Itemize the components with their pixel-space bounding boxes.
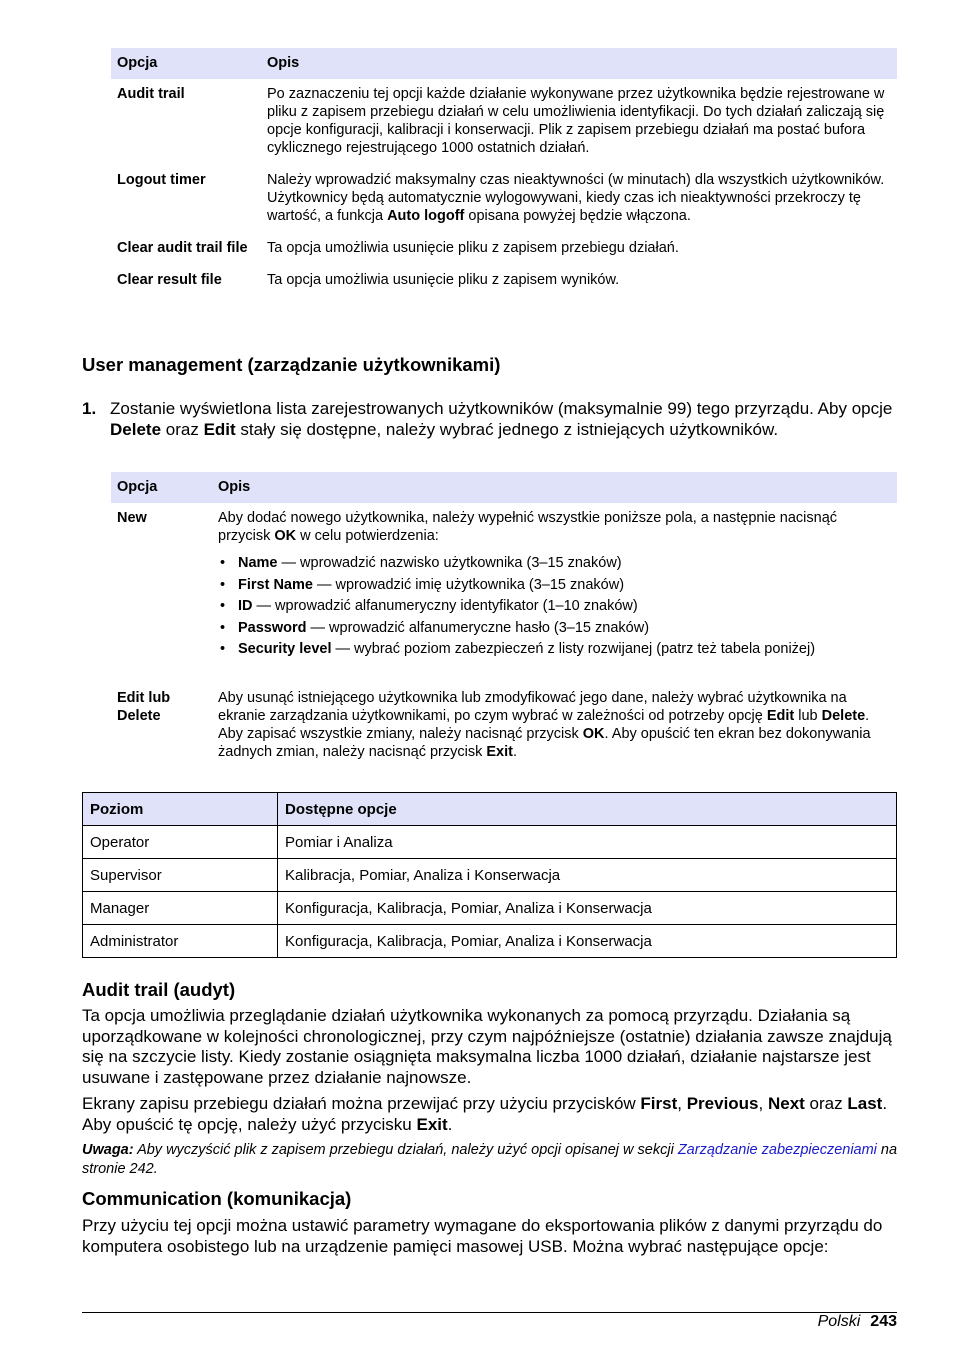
table-row [111, 503, 897, 683]
level-name: Supervisor [83, 859, 278, 892]
option-description: Ta opcja umożliwia usunięcie pliku z zapisem wyników. [267, 272, 620, 288]
note: Uwaga: Aby wyczyścić plik z zapisem przebiegu działań, należy użyć opcji opisanej w sekcji Zarządzanie zabezpieczeniami na stronie 242. [82, 1142, 898, 1177]
list-item: • Security level — wybrać poziom zabezpieczeń z listy rozwijanej (patrz też tabela poniżej) [218, 639, 891, 661]
auto-logoff-label: Auto logoff [387, 208, 465, 224]
header-description: Opis [261, 48, 897, 79]
option-name: Audit trail [117, 86, 185, 102]
option-name: Edit lub Delete [117, 689, 171, 724]
option-name: New [117, 510, 147, 526]
note-label: Uwaga: [82, 1142, 134, 1158]
table-row [111, 265, 897, 297]
audit-trail-paragraph-1: Ta opcja umożliwia przeglądanie działań użytkownika wykonanych za pomocą przyrządu. Działania są uporządkowane w kolejności chronologicznej, przy czym najpóźniejsze (ostatnie) działania zawsze znajdują się na szczycie listy. Kiedy zostanie osiągnięta maksymalna liczba 1000 działań, działanie najstarsze jest usuwane i zastępowane przez działanie najnowsze. [82, 1006, 892, 1087]
level-options: Pomiar i Analiza [278, 826, 897, 859]
level-name: Administrator [83, 925, 278, 958]
option-name: Clear result file [117, 272, 222, 288]
communication-paragraph: Przy użyciu tej opcji można ustawić parametry wymagane do eksportowania plików z danymi przyrządu do komputera osobistego lub na urządzenie pamięci masowej USB. Można wybrać następujące opcje: [82, 1216, 883, 1256]
table-row [111, 79, 897, 165]
table-header-row [111, 48, 897, 79]
header-option: Opcja [111, 472, 212, 503]
option-description: Po zaznaczeniu tej opcji każde działanie wykonywane przez użytkownika będzie rejestrowane w pliku z zapisem przebiegu działań w celu umożliwienia identyfikacji. Do tych działań zaliczają się opcje konfiguracji, kalibracji i konserwacji. Plik z zapisem przebiegu działań ma postać bufora cyklicznego rejestrującego 1000 ostatnich działań. [267, 86, 885, 156]
level-options: Kalibracja, Pomiar, Analiza i Konserwacja [278, 859, 897, 892]
header-description: Opis [212, 472, 897, 503]
list-item: • Password — wprowadzić alfanumeryczne hasło (3–15 znaków) [218, 618, 891, 640]
step-number: 1. [82, 399, 97, 418]
list-item: • First Name — wprowadzić imię użytkownika (3–15 znaków) [218, 575, 891, 597]
page-number: 243 [870, 1313, 897, 1330]
footer-divider [82, 1312, 897, 1313]
header-level: Poziom [83, 793, 278, 826]
list-item: • ID — wprowadzić alfanumeryczny identyfikator (1–10 znaków) [218, 596, 891, 618]
field-list [218, 553, 891, 661]
table-row [83, 826, 897, 859]
table-header-row [83, 793, 897, 826]
table-row [83, 925, 897, 958]
table-row [111, 165, 897, 233]
level-options: Konfiguracja, Kalibracja, Pomiar, Analiza i Konserwacja [278, 892, 897, 925]
table-row [83, 859, 897, 892]
header-option: Opcja [111, 48, 261, 79]
options-table-user-management [111, 472, 897, 769]
table-header-row [111, 472, 897, 503]
table-row [111, 683, 897, 769]
table-row [111, 233, 897, 265]
section-heading-user-management: User management (zarządzanie użytkownikami) [82, 354, 501, 375]
option-description: Aby dodać nowego użytkownika, należy wypełnić wszystkie poniższe pola, a następnie nacisnąć przycisk OK w celu potwierdzenia: • Name — wprowadzić nazwisko użytkownika (3–15 znaków) • First Name — wprowadzić imię użytkownika (3–15 znaków) • ID — wprowadzić alfanumeryczny identyfikator (1–10 znaków) • Password — wprowadzić alfanumeryczne hasło (3–15 znaków) • Security level — wybrać poziom zabezpieczeń z listy rozwijanej (patrz też tabela poniżej) [212, 503, 897, 683]
footer-language: Polski [817, 1313, 861, 1330]
option-description: Ta opcja umożliwia usunięcie pliku z zapisem przebiegu działań. [267, 240, 679, 256]
options-table-security [111, 48, 897, 297]
level-options: Konfiguracja, Kalibracja, Pomiar, Analiza i Konserwacja [278, 925, 897, 958]
option-description: Należy wprowadzić maksymalny czas nieaktywności (w minutach) dla wszystkich użytkowników. Użytkownicy będą automatycznie wylogowywani, kiedy czas ich nieaktywności przekroczy tę wartość, a funkcja Auto logoff opisana powyżej będzie włączona. [267, 172, 885, 224]
security-levels-table [82, 792, 897, 958]
page-footer [818, 1312, 897, 1332]
option-name: Clear audit trail file [117, 240, 248, 256]
header-available-options: Dostępne opcje [278, 793, 897, 826]
option-name: Logout timer [117, 172, 206, 188]
section-heading-audit-trail: Audit trail (audyt) [82, 979, 236, 1000]
section-heading-communication: Communication (komunikacja) [82, 1188, 352, 1209]
security-management-link[interactable]: Zarządzanie zabezpieczeniami [677, 1142, 877, 1158]
level-name: Operator [83, 826, 278, 859]
step-text: Zostanie wyświetlona lista zarejestrowanych użytkowników (maksymalnie 99) tego przyrządu. Aby opcje Delete oraz Edit stały się dostępne, należy wybrać jednego z istniejących użytkowników. [110, 399, 893, 439]
table-row [83, 892, 897, 925]
list-item: • Name — wprowadzić nazwisko użytkownika (3–15 znaków) [218, 553, 891, 575]
option-description: Aby usunąć istniejącego użytkownika lub zmodyfikować jego dane, należy wybrać użytkownika na ekranie zarządzania użytkownikami, po czym wybrać w zależności od potrzeby opcję Edit lub Delete. Aby zapisać wszystkie zmiany, należy nacisnąć przycisk OK. Aby opuścić ten ekran bez dokonywania żadnych zmian, należy nacisnąć przycisk Exit. [218, 689, 871, 760]
level-name: Manager [83, 892, 278, 925]
audit-trail-paragraph-2: Ekrany zapisu przebiegu działań można przewijać przy użyciu przycisków First, Previous, Next oraz Last. Aby opuścić tę opcję, należy użyć przycisku Exit. [82, 1094, 888, 1134]
